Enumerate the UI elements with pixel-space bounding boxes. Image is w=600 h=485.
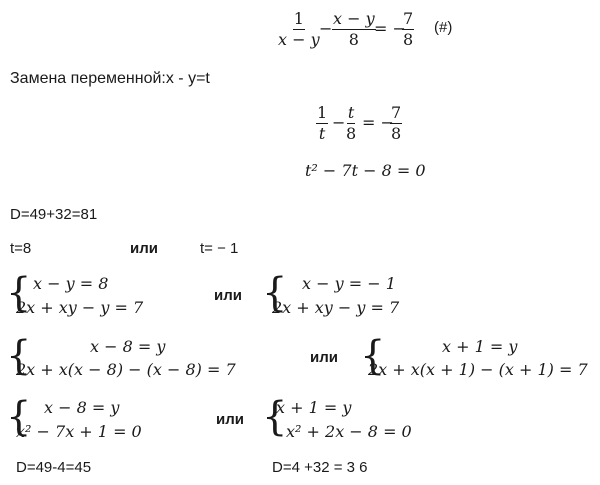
denominator: x − y — [278, 30, 320, 49]
numerator: 7 — [403, 9, 414, 28]
equals-minus: = − — [362, 113, 394, 132]
fraction-one-over-t — [316, 104, 328, 143]
quadratic-equation: t² − 7t − 8 = 0 — [305, 161, 426, 180]
left-brace: { — [262, 394, 288, 440]
minus-sign: − — [319, 19, 333, 38]
numerator: 1 — [293, 9, 304, 28]
system-line: 2x + xy − y = 7 — [272, 298, 400, 317]
left-brace: { — [6, 394, 32, 440]
left-brace: { — [360, 333, 386, 379]
root-t2: t= − 1 — [200, 240, 239, 257]
left-brace: { — [262, 270, 288, 316]
system-line: x − y = 8 — [33, 274, 109, 293]
left-brace: { — [6, 270, 32, 316]
denominator: 8 — [346, 124, 357, 143]
system-line: x − 8 = y — [90, 337, 166, 356]
discriminant-first: D=49+32=81 — [10, 206, 98, 223]
denominator: t — [318, 124, 326, 143]
system-line: 2x + x(x − 8) − (x − 8) = 7 — [16, 360, 236, 379]
equation-tag: (#) — [434, 19, 453, 36]
minus-sign: − — [332, 113, 346, 132]
system-line: x² + 2x − 8 = 0 — [286, 422, 412, 441]
system-line: x + 1 = y — [276, 398, 352, 417]
or-label: или — [310, 349, 338, 366]
equals-minus: = − — [374, 19, 406, 38]
numerator: t — [347, 103, 355, 122]
or-label: или — [216, 411, 244, 428]
system-line: x − 8 = y — [44, 398, 120, 417]
left-brace: { — [6, 333, 32, 379]
system-line: x − y = − 1 — [302, 274, 396, 293]
system-line: 2x + x(x + 1) − (x + 1) = 7 — [368, 360, 588, 379]
fraction-7-over-8 — [402, 10, 414, 49]
fraction-7-over-8 — [390, 104, 402, 143]
numerator: 1 — [317, 103, 328, 122]
numerator: x − y — [333, 9, 375, 28]
denominator: 8 — [403, 30, 414, 49]
root-t1: t=8 — [10, 240, 32, 257]
discriminant-left: D=49-4=45 — [16, 459, 92, 476]
numerator: 7 — [391, 103, 402, 122]
discriminant-right: D=4 +32 = 3 6 — [272, 459, 368, 476]
fraction-x-minus-y-over-8 — [332, 10, 376, 49]
substitution-label: Замена переменной:x - y=t — [10, 70, 210, 87]
system-line: x² − 7x + 1 = 0 — [16, 422, 142, 441]
fraction-t-over-8 — [346, 104, 356, 143]
denominator: 8 — [348, 30, 359, 49]
fraction-one-over-x-minus-y — [278, 10, 320, 49]
or-label: или — [130, 240, 158, 257]
system-line: x + 1 = y — [442, 337, 518, 356]
denominator: 8 — [391, 124, 402, 143]
system-line: 2x + xy − y = 7 — [16, 298, 144, 317]
or-label: или — [214, 287, 242, 304]
